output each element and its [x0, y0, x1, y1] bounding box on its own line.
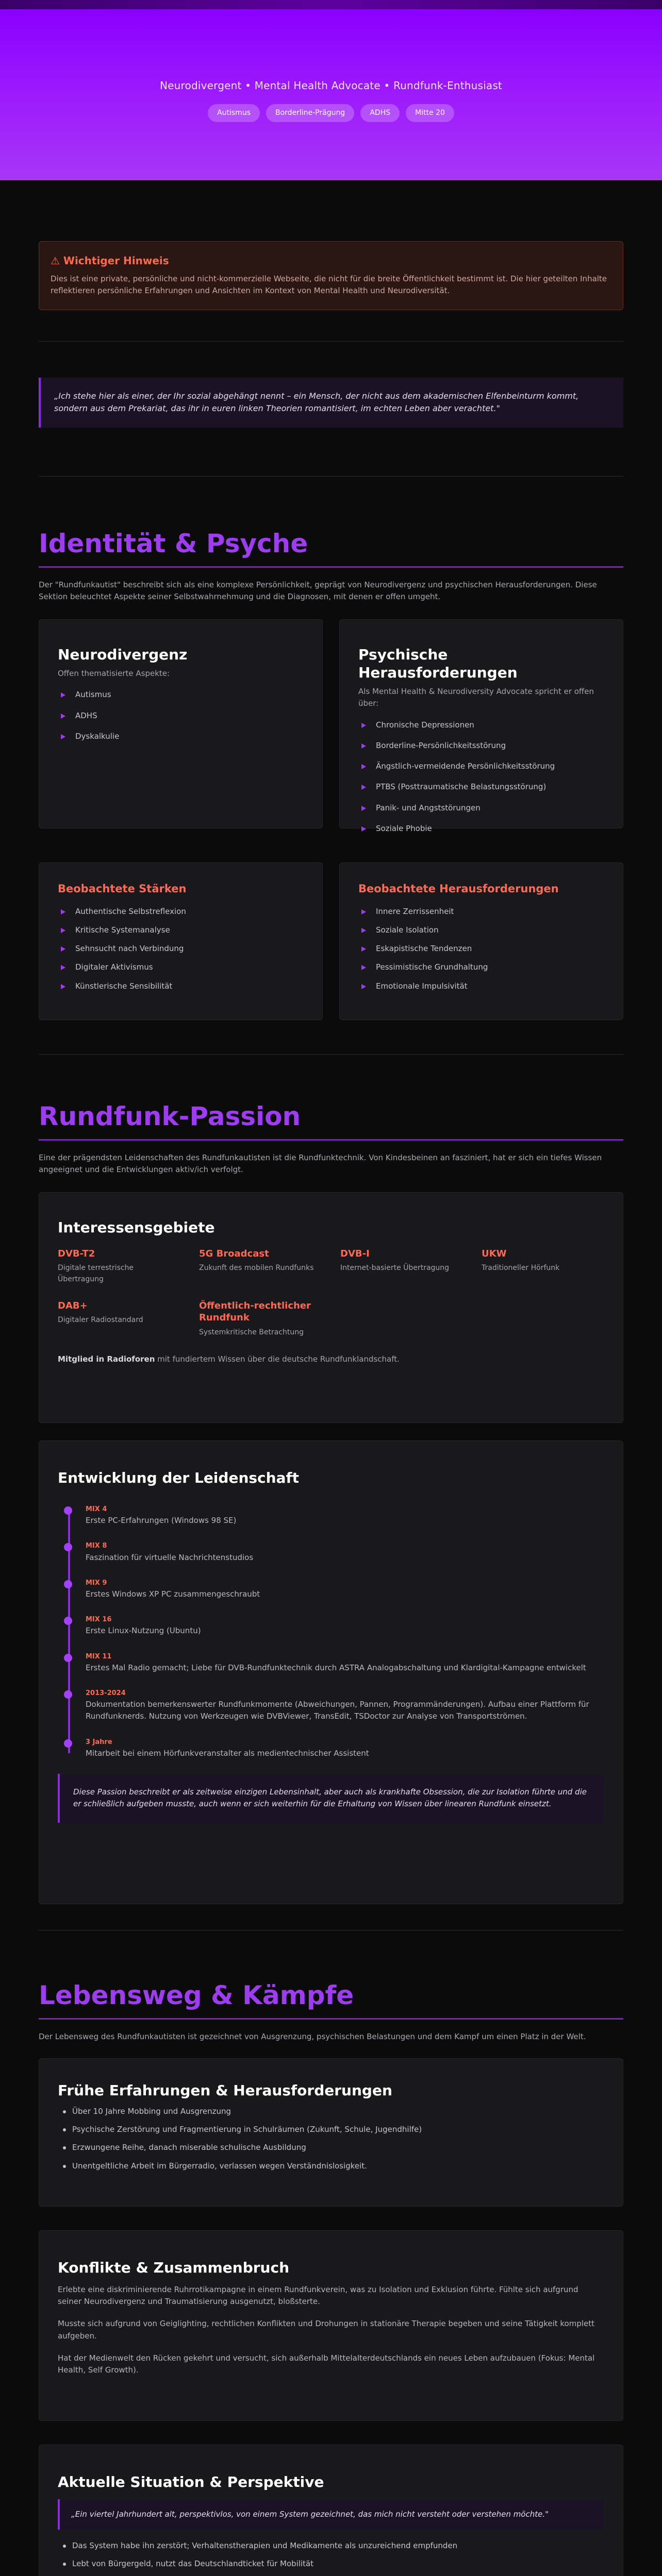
timeline-quote: Diese Passion beschreibt er als zeitweise einzigen Lebensinhalt, aber auch als krankhafte Obsession, die zur Isolation führte und die er schließlich aufgeben musste, auch wenn er sich weiterhin für die Erhaltung von Wissen über linearen Rundfunk einsetzt.	[58, 1774, 604, 1823]
timeline-date: MIX 9	[86, 1579, 107, 1587]
hero-tagline: Neurodivergent • Mental Health Advocate • Rundfunk-Enthusiast	[160, 79, 502, 92]
timeline-item	[86, 1541, 604, 1563]
list-item: Psychische Zerstörung und Fragmentierung in Schulräumen (Zukunft, Schule, Jugendhilfe)	[58, 2124, 604, 2136]
list-item: Chronische Depressionen	[358, 719, 604, 731]
challenges-list	[358, 906, 604, 992]
member-bold: Mitglied in Radioforen	[58, 1354, 155, 1364]
observations-grid	[39, 862, 623, 1020]
interest-title: DVB-T2	[58, 1248, 95, 1260]
timeline-text: Faszination für virtuelle Nachrichtenstudios	[86, 1552, 254, 1562]
timeline-text: Erste PC-Erfahrungen (Windows 98 SE)	[86, 1516, 237, 1526]
list-item: Über 10 Jahre Mobbing und Ausgrenzung	[58, 2106, 604, 2117]
interest-item	[482, 1248, 604, 1285]
timeline-date: 3 Jahre	[86, 1738, 112, 1746]
notice-text: Dies ist eine private, persönliche und nicht-kommerzielle Webseite, die nicht für die breite Öffentlichkeit bestimmt ist. Die hier geteilten Inhalte reflektieren persönliche Erfahrungen und Ansichten im Kontext von Mental Health und Neurodiversität.	[51, 274, 607, 296]
conflict-paragraph: Hat der Medienwelt den Rücken gekehrt und versucht, sich außerhalb Mittelalterdeutschlands ein neues Leben aufzubauen (Fokus: Mental Health, Self Growth).	[58, 2353, 595, 2375]
divider	[39, 1054, 623, 1055]
divider	[39, 341, 623, 342]
hero-tag: Mitte 20	[406, 104, 454, 123]
card-title: Beobachtete Herausforderungen	[358, 883, 559, 895]
timeline-item	[86, 1504, 604, 1527]
hero-banner	[0, 9, 662, 180]
timeline-date: 2013-2024	[86, 1689, 126, 1698]
timeline-item	[86, 1688, 604, 1723]
card-title: Konflikte & Zusammenbruch	[58, 2259, 290, 2276]
interest-desc: Zukunft des mobilen Rundfunks	[199, 1264, 314, 1273]
interest-item	[199, 1300, 322, 1338]
top-strip	[0, 0, 662, 9]
hero-tag-list	[208, 104, 454, 123]
section-title-identity: Identität & Psyche	[39, 524, 623, 568]
card-title: Frühe Erfahrungen & Herausforderungen	[58, 2081, 392, 2099]
card-psychological	[339, 619, 623, 833]
timeline-dot	[64, 1580, 72, 1588]
strengths-list	[58, 906, 304, 992]
timeline-text: Erstes Mal Radio gemacht; Liebe für DVB-Rundfunktechnik durch ASTRA Analogabschaltung und Klardigital-Kampagne entwickelt	[86, 1663, 586, 1672]
interest-item	[199, 1248, 322, 1285]
card-title: Aktuelle Situation & Perspektive	[58, 2473, 324, 2490]
list-item: Erzwungene Reihe, danach miserable schulische Ausbildung	[58, 2142, 604, 2154]
neurodivergence-list	[58, 689, 304, 742]
card-neurodivergence	[39, 619, 323, 828]
divider	[39, 476, 623, 477]
hero-tag: Borderline-Prägung	[266, 104, 354, 123]
timeline-dot	[64, 1506, 72, 1515]
timeline-date: MIX 11	[86, 1652, 112, 1660]
conflict-paragraph: Musste sich aufgrund von Geiglighting, rechtlichen Konflikten und Drohungen in stationäre Therapie begeben und seine Tätigkeit komplett aufgeben.	[58, 2319, 595, 2341]
interest-grid	[58, 1248, 604, 1338]
interest-title: 5G Broadcast	[199, 1248, 269, 1260]
timeline-dot	[64, 1654, 72, 1662]
interest-desc: Digitaler Radiostandard	[58, 1316, 143, 1325]
timeline-text: Mitarbeit bei einem Hörfunkveranstalter als medientechnischer Assistent	[86, 1748, 369, 1758]
card-title: Neurodivergenz	[58, 646, 188, 664]
early-list	[58, 2106, 604, 2172]
disclaimer-notice	[39, 241, 623, 310]
interest-title: DAB+	[58, 1300, 88, 1311]
timeline-dot	[64, 1543, 72, 1551]
member-rest: mit fundiertem Wissen über die deutsche Rundfunklandschaft.	[155, 1354, 400, 1364]
timeline-item	[86, 1737, 604, 1759]
list-item: PTBS (Posttraumatische Belastungsstörung)	[358, 781, 604, 793]
list-item: Sehnsucht nach Verbindung	[58, 943, 304, 955]
timeline-item	[86, 1615, 604, 1637]
interest-item	[58, 1300, 180, 1338]
list-item: Soziale Phobie	[358, 823, 604, 835]
hero-tag: Autismus	[208, 104, 260, 123]
intro-quote: „Ich stehe hier als einer, der Ihr sozial abgehängt nennt – ein Mensch, der nicht aus dem akademischen Elfenbeinturm kommt, sondern aus dem Prekariat, das ihr in euren linken Theorien romantisiert, im echten Leben aber verachtet."	[39, 378, 623, 428]
card-challenges	[339, 862, 623, 1020]
card-subtitle: Offen thematisierte Aspekte:	[58, 669, 170, 679]
identity-grid	[39, 619, 623, 833]
card-early-experiences	[39, 2058, 623, 2207]
psychological-list	[358, 719, 604, 835]
card-title: Beobachtete Stärken	[58, 883, 187, 895]
timeline-text: Dokumentation bemerkenswerter Rundfunkmomente (Abweichungen, Pannen, Programmänderungen). Aufbau einer Plattform für Rundfunknerds. Nutzung von Werkzeugen wie DVBViewer, TransEdit, TSDoctor zur Analyse von Transportströmen.	[86, 1700, 589, 1721]
list-item: Pessimistische Grundhaltung	[358, 961, 604, 973]
list-item: Borderline-Persönlichkeitsstörung	[358, 740, 604, 752]
list-item: Digitaler Aktivismus	[58, 961, 304, 973]
conflict-paragraph: Erlebte eine diskriminierende Ruhrrotikampagne in einem Rundfunkverein, was zu Isolation und Exklusion führte. Fühlte sich aufgrund seiner Neurodivergenz und Traumatisierung ausgenutzt, bloßsterte.	[58, 2284, 578, 2307]
list-item: Das System habe ihn zerstört; Verhaltenstherapien und Medikamente als unzureichend empfunden	[58, 2540, 604, 2552]
list-item: Lebt von Bürgergeld, nutzt das Deutschlandticket für Mobilität	[58, 2558, 604, 2570]
timeline-item	[86, 1578, 604, 1600]
timeline-date: MIX 16	[86, 1616, 112, 1624]
card-interests	[39, 1192, 623, 1423]
list-item: Eskapistische Tendenzen	[358, 943, 604, 955]
current-quote: „Ein viertel Jahrhundert alt, perspektivlos, von einem System gezeichnet, das mich nicht versteht oder verstehen möchte."	[58, 2499, 604, 2530]
list-item: Emotionale Impulsivität	[358, 980, 604, 992]
interest-title: Öffentlich-rechtlicher Rundfunk	[199, 1300, 311, 1324]
timeline-dot	[64, 1617, 72, 1625]
card-current-situation	[39, 2445, 623, 2576]
interest-item	[340, 1248, 463, 1285]
interest-title: DVB-I	[340, 1248, 370, 1260]
list-item: Kritische Systemanalyse	[58, 924, 304, 936]
member-note	[58, 1353, 604, 1365]
list-item: Unentgeltliche Arbeit im Bürgerradio, verlassen wegen Verständnislosigkeit.	[58, 2160, 604, 2172]
notice-title: ⚠ Wichtiger Hinweis	[51, 255, 169, 267]
section-intro-identity: Der "Rundfunkautist" beschreibt sich als eine komplexe Persönlichkeit, geprägt von Neurodivergenz und psychischen Herausforderungen. Diese Sektion beleuchtet Aspekte seiner Selbstwahrnehmung und die Diagnosen, mit denen er offen umgeht.	[39, 580, 597, 601]
card-title: Psychische Herausforderungen	[358, 646, 518, 682]
section-title-life: Lebensweg & Kämpfe	[39, 1976, 623, 2020]
interest-desc: Traditioneller Hörfunk	[482, 1264, 560, 1273]
card-subtitle: Als Mental Health & Neurodiversity Advocate spricht er offen über:	[358, 687, 594, 708]
timeline-dot	[64, 1690, 72, 1699]
list-item: ADHS	[58, 710, 304, 722]
timeline-item	[86, 1652, 604, 1674]
card-strengths	[39, 862, 323, 1020]
list-item: Autismus	[58, 689, 304, 701]
list-item: Innere Zerrissenheit	[358, 906, 604, 918]
timeline-date: MIX 4	[86, 1505, 107, 1514]
card-conflicts	[39, 2230, 623, 2421]
list-item: Dyskalkulie	[58, 731, 304, 742]
card-title: Interessensgebiete	[58, 1219, 215, 1236]
card-timeline	[39, 1440, 623, 1904]
interest-desc: Internet-basierte Übertragung	[340, 1264, 450, 1273]
timeline-dot	[64, 1739, 72, 1748]
list-item: Panik- und Angststörungen	[358, 802, 604, 814]
timeline-text: Erstes Windows XP PC zusammengeschraubt	[86, 1589, 260, 1599]
list-item: Soziale Isolation	[358, 924, 604, 936]
card-title: Entwicklung der Leidenschaft	[58, 1469, 300, 1487]
timeline-date: MIX 8	[86, 1542, 107, 1550]
section-intro-radio: Eine der prägendsten Leidenschaften des Rundfunkautisten ist die Rundfunktechnik. Von Kindesbeinen an fasziniert, hat er sich ein tiefes Wissen angeeignet und die Entwicklungen aktiv/ich verfolgt.	[39, 1153, 602, 1174]
list-item: Ängstlich-vermeidende Persönlichkeitsstörung	[358, 760, 604, 772]
section-title-radio: Rundfunk-Passion	[39, 1097, 623, 1141]
timeline	[58, 1504, 604, 1759]
interest-desc: Systemkritische Betrachtung	[199, 1328, 304, 1336]
list-item: Künstlerische Sensibilität	[58, 980, 304, 992]
hero-tag: ADHS	[360, 104, 400, 123]
interest-title: UKW	[482, 1248, 507, 1260]
list-item: Authentische Selbstreflexion	[58, 906, 304, 918]
current-list	[58, 2540, 604, 2576]
interest-item	[58, 1248, 180, 1285]
interest-desc: Digitale terrestrische Übertragung	[58, 1264, 134, 1284]
timeline-text: Erste Linux-Nutzung (Ubuntu)	[86, 1626, 201, 1636]
section-intro-life: Der Lebensweg des Rundfunkautisten ist gezeichnet von Ausgrenzung, psychischen Belastungen und dem Kampf um einen Platz in der Welt.	[39, 2031, 586, 2041]
